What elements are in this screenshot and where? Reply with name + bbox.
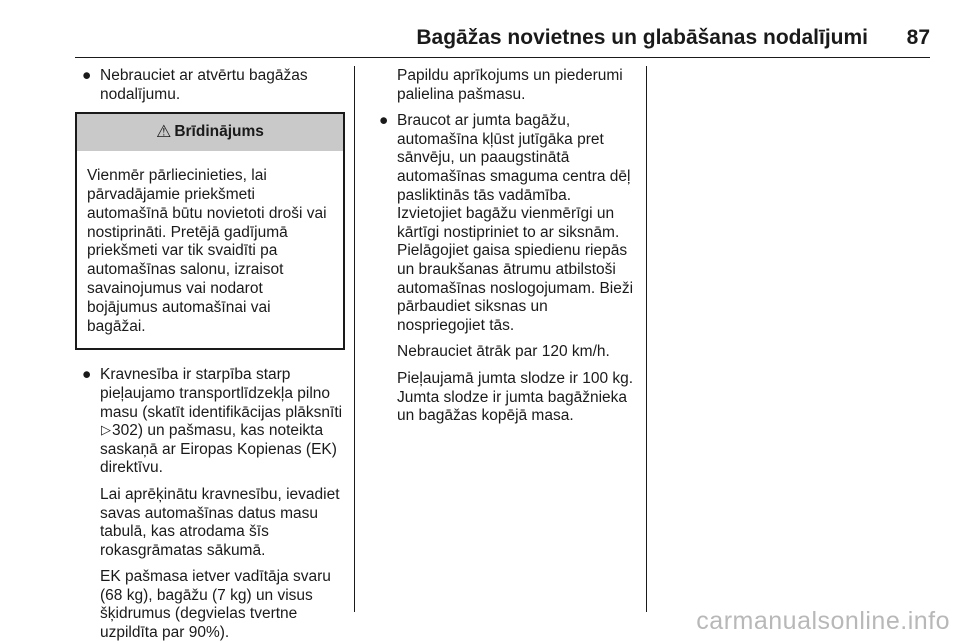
paragraph: Papildu aprīkojums un piederumi palielina pašmasu. (397, 67, 623, 103)
paragraph: Pieļaujamā jumta slodze ir 100 kg. Jumta slodze ir jumta bagāžnieka un bagāžas kopējā masa. (397, 369, 634, 425)
page-number: 87 (906, 26, 930, 49)
bullet-icon: ● (82, 366, 92, 384)
bullet-text-before-ref: Kravnesība ir starpība starp pieļaujamo transportlīdzekļa pilno masu (skatīt identifikācijas plāksnīti (100, 366, 343, 421)
bullet-item (372, 112, 637, 335)
warning-title: Brīdinājums (174, 123, 264, 141)
paragraph: Lai aprēķinātu kravnesību, ievadiet savas automašīnas datus masu tabulā, kas atrodama šīs rokasgrāmatas sākumā. (100, 485, 340, 559)
warning-box (75, 112, 345, 350)
bullet-text-after-ref: ) un pašmasu, kas noteikta saskaņā ar Eiropas Kopienas (EK) direktīvu. (100, 422, 337, 477)
page-reference-arrow-icon: ▷ (101, 422, 111, 438)
warning-header (77, 114, 343, 151)
bullet-item (75, 366, 345, 478)
bullet-icon: ● (379, 112, 389, 130)
column-middle (372, 67, 637, 426)
warning-text: Vienmēr pārliecinieties, lai pārvadājamie priekšmeti automašīnā būtu novietoti droši vai nostiprināti. Pretējā gadījumā priekšmeti var tik svaidīti pa automašīnas salonu, izraisot savainojumus vai nodarot bojājumus automašīnai vai bagāžai. (87, 167, 327, 335)
column-divider-right (646, 66, 647, 612)
bullet-item (75, 67, 345, 104)
paragraph: EK pašmasa ietver vadītāja svaru (68 kg), bagāžu (7 kg) un visus šķidrumus (degvielas tvertne uzpildīta par 90%). (100, 568, 331, 642)
column-divider-left (354, 66, 355, 612)
bullet-text: Nebrauciet ar atvērtu bagāžas nodalījumu. (100, 67, 308, 103)
paragraph: Nebrauciet ātrāk par 120 km/h. (397, 343, 610, 361)
warning-triangle-icon: ⚠ (156, 122, 172, 142)
page-header-title: Bagāžas novietnes un glabāšanas nodalījumi (416, 26, 868, 49)
bullet-text: Braucot ar jumta bagāžu, automašīna kļūst jutīgāka pret sānvēju, un paaugstinātā automašīnas smaguma centra dēļ pasliktinās tās vadāmība. Izvietojiet bagāžu vienmērīgi un kārtīgi nostipriniet to ar siksnām. Pielāgojiet gaisa spiedienu riepās un braukšanas ātrumu atbilstoši automašīnas noslogojumam. Bieži pārbaudiet siksnas un nospriegojiet tās. (397, 112, 634, 334)
bullet-icon: ● (82, 67, 92, 84)
header-rule (75, 57, 930, 58)
column-left (75, 67, 345, 643)
page-reference-number: 302 (112, 422, 138, 440)
watermark: carmanualsonline.info (696, 607, 950, 635)
